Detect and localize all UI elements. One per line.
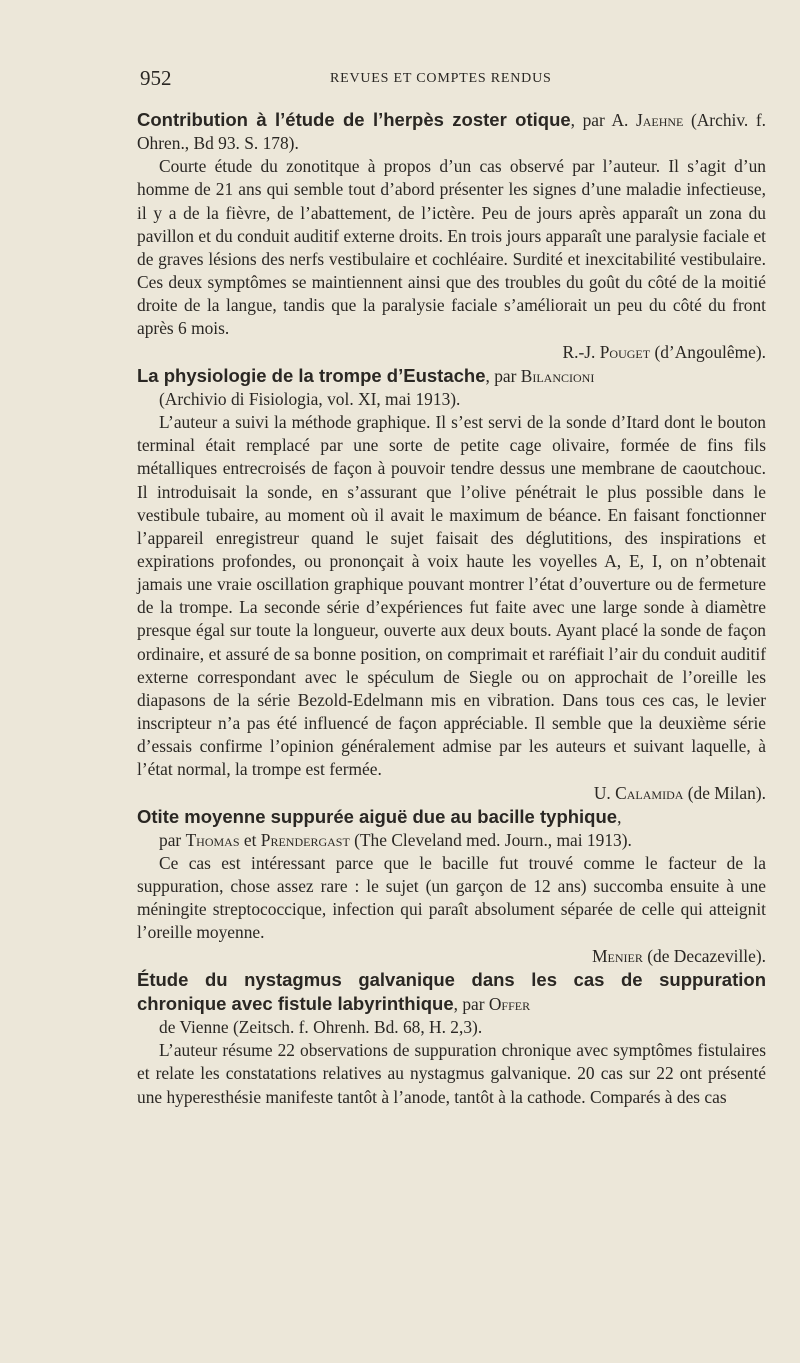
author-name: Offer xyxy=(488,993,531,1014)
source-citation: (Archiv. f. Ohren., Bd 93. S. 178). xyxy=(137,110,766,154)
source-citation: (The Cleveland med. Journ., mai 1913). xyxy=(349,829,632,850)
reviewer-initials: U. xyxy=(593,782,616,803)
reviewer-signature xyxy=(137,341,766,364)
article-trompe-eustache xyxy=(137,364,766,805)
article-herpes-zoster xyxy=(137,108,766,364)
source-citation: (Archivio di Fisiologia, vol. XI, mai 1913). xyxy=(159,388,461,409)
byline-separator: , par xyxy=(453,993,489,1014)
article-body: L’auteur résume 22 observations de suppuration chronique avec symptômes fistulaires et relate les constatations relatives au nystagmus galvanique. 20 cas sur 22 ont présenté une hyperesthésie manifeste tantôt à l’anode, tantôt à la cathode. Comparés à des cas xyxy=(137,1040,766,1107)
byline xyxy=(137,829,766,852)
reviewer-initials: R.-J. xyxy=(562,341,600,362)
reviewer-location: (d’Angoulême). xyxy=(650,341,766,362)
author-name: Prendergast xyxy=(260,829,350,850)
author-name: Bilancioni xyxy=(520,365,595,386)
article-title: Étude du nystagmus galvanique dans les cas de suppuration chronique avec fistule labyrinthique xyxy=(137,968,766,1014)
article-body: Courte étude du zonotitque à propos d’un cas observé par l’auteur. Il s’agit d’un homme de 21 ans qui semble tout d’abord présenter les signes d’une maladie infectieuse, il y a de la fièvre, de l’abattement, de l’ictère. Peu de jours après apparaît un zona du pavillon et du conduit auditif externe droits. En trois jours apparaît une paralysie faciale et de graves lésions des nerfs vestibulaire et cochléaire. Surdité et inexcitabilité vestibulaire. Ces deux symptômes se maintiennent ainsi que des troubles du goût du côté de la moitié droite de la langue, tandis que la paralysie faciale s’améliorait un peu du côté du front après 6 mois. xyxy=(137,156,766,339)
article-otite-typhique xyxy=(137,805,766,968)
author-name: Thomas xyxy=(185,829,240,850)
reviewer-location: (de Milan). xyxy=(683,782,766,803)
article-body: Ce cas est intéressant parce que le bacille fut trouvé comme le facteur de la suppuration, chose assez rare : le sujet (un garçon de 12 ans) succomba ensuite à une méningite streptococcique, infection qui paraît absolument séparée de celle qui atteignit l’oreille moyenne. xyxy=(137,853,766,943)
reviewer-signature xyxy=(137,945,766,968)
source-citation: de Vienne (Zeitsch. f. Ohrenh. Bd. 68, H. 2,3). xyxy=(159,1017,483,1038)
article-heading xyxy=(137,364,766,388)
article-heading xyxy=(137,805,766,829)
reviewer-name: Menier xyxy=(592,945,643,966)
article-heading xyxy=(137,108,766,155)
article-nystagmus xyxy=(137,968,766,1109)
byline-par: par xyxy=(159,829,186,850)
article-body: L’auteur a suivi la méthode graphique. Il s’est servi de la sonde d’Itard dont le bouton terminal était remplacé par une sorte de petite cage olivaire, formée de fins fils métalliques entrecroisés de façon à pouvoir tendre dessus une membrane de caoutchouc. Il introduisait la sonde, en s’assurant que l’olive pénétrait le plus possible dans le vestibule tubaire, au moment où il avait le maximum de béance. En faisant fonctionner l’appareil enregistreur quand le sujet faisait des déglutitions, des inspirations et expirations profondes, ou prononçait à voix haute les voyelles A, E, I, on n’obtenait jamais une vraie oscillation graphique pouvant montrer l’état d’ouverture ou de fermeture de la trompe. La seconde série d’expériences fut faite avec une large sonde à diamètre presque égal sur toute la longueur, ouverte aux deux bouts. Ayant placé la sonde de façon ordinaire, et assuré de sa bonne position, on comprimait et raréfiait l’air du conduit auditif externe correspondant avec le spéculum de Siegle ou on approchait de l’oreille les diapasons de la série Bezold-Edelmann mis en vibration. Dans tous ces cas, le levier inscripteur n’a pas été influencé de façon appréciable. Il semble que la deuxième série d’essais confirme l’opinion généralement admise par les auteurs et suivant laquelle, à l’état normal, la trompe est fermée. xyxy=(137,412,766,780)
reviewer-name: Pouget xyxy=(599,341,651,362)
author-name: Jaehne xyxy=(635,110,684,130)
byline-separator: , par xyxy=(570,110,612,130)
reviewer-location: (de Decazeville). xyxy=(642,945,766,966)
text-column xyxy=(137,108,766,1109)
byline-separator: , xyxy=(617,806,622,827)
running-head: REVUES ET COMPTES RENDUS xyxy=(330,71,552,86)
reviewer-name: Calamida xyxy=(615,782,684,803)
page-number: 952 xyxy=(140,66,172,90)
article-title: Otite moyenne suppurée aiguë due au bacille typhique xyxy=(137,805,618,827)
article-title: La physiologie de la trompe d’Eustache xyxy=(137,364,486,386)
article-title: Contribution à l’étude de l’herpès zoster otique xyxy=(137,109,571,130)
byline-separator: , par xyxy=(485,365,521,386)
article-heading xyxy=(137,968,766,1016)
reviewer-signature xyxy=(137,782,766,805)
author-initial: A. xyxy=(611,110,636,130)
byline-et: et xyxy=(239,829,261,850)
